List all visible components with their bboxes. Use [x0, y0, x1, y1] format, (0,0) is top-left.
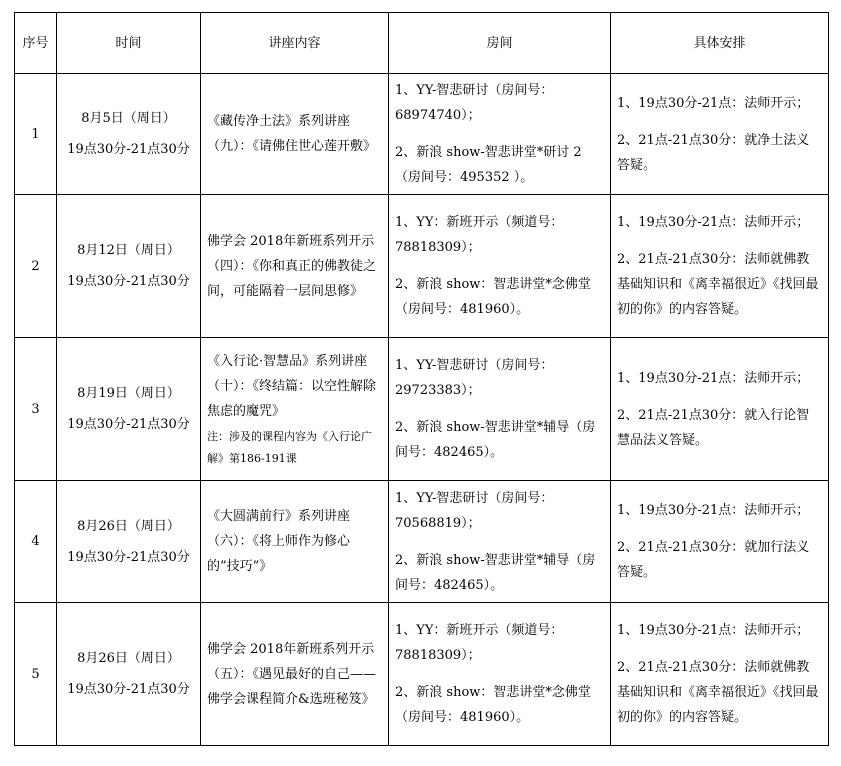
- row-room-yy: 1、YY-智悲研讨（房间号：29723383）；: [395, 358, 554, 398]
- row-date: 8月5日（周日）: [81, 111, 176, 126]
- row-room: [389, 195, 611, 338]
- lecture-schedule-table: [14, 12, 829, 746]
- row-time: [57, 481, 201, 603]
- row-time-range: 19点30分-21点30分: [67, 682, 190, 697]
- row-content: [201, 338, 389, 481]
- row-room-sina: 2、新浪 show-智悲讲堂*研讨 2（房间号：495352 ）。: [395, 145, 582, 185]
- row-content-title: 《藏传净土法》系列讲座（九）：《请佛住世心莲开敷》: [207, 114, 377, 154]
- row-room-sina: 2、新浪 show：智悲讲堂*念佛堂（房间号：481960）。: [395, 685, 591, 725]
- row-date: 8月26日（周日）: [77, 518, 180, 534]
- header-seq: 序号: [15, 13, 57, 74]
- row-plan-1: 1、19点30分-21点：法师开示；: [617, 503, 810, 518]
- row-plan-2: 2、21点-21点30分：就入行论智慧品法义答疑。: [617, 407, 810, 448]
- row-room-sina: 2、新浪 show-智悲讲堂*辅导（房间号：482465）。: [395, 420, 596, 460]
- table-row: [15, 195, 829, 338]
- header-content: 讲座内容: [201, 13, 389, 74]
- row-plan: [611, 74, 829, 195]
- row-time: [57, 603, 201, 746]
- row-room: [389, 74, 611, 195]
- row-content: [201, 74, 389, 195]
- row-seq: 3: [15, 338, 57, 481]
- row-room: [389, 338, 611, 481]
- row-date: 8月19日（周日）: [77, 386, 180, 401]
- row-content: [201, 195, 389, 338]
- header-room: 房间: [389, 13, 611, 74]
- row-room-sina: 2、新浪 show：智悲讲堂*念佛堂（房间号：481960）。: [395, 277, 591, 317]
- header-plan: 具体安排: [611, 13, 829, 74]
- row-date: 8月26日（周日）: [77, 651, 180, 666]
- row-content-title: 佛学会 2018年新班系列开示（五）：《遇见最好的自己——佛学会课程简介&选班秘笈》: [207, 641, 377, 707]
- row-content: [201, 603, 389, 746]
- row-plan-1: 1、19点30分-21点：法师开示；: [617, 623, 810, 638]
- row-content-note: 注：涉及的课程内容为《入行论广解》第186-191课: [207, 429, 372, 465]
- row-room-sina: 2、新浪 show-智悲讲堂*辅导（房间号：482465）。: [395, 552, 596, 593]
- row-time: [57, 338, 201, 481]
- row-room-yy: 1、YY：新班开示（频道号：78818309）；: [395, 215, 564, 255]
- row-content: [201, 481, 389, 603]
- table-row: [15, 74, 829, 195]
- row-content-title: 《入行论·智慧品》系列讲座（十）：《终结篇：以空性解除焦虑的魔咒》: [207, 353, 377, 419]
- header-row: [15, 13, 829, 74]
- row-content-title: 《大圆满前行》系列讲座（六）：《将上师作为修心的”技巧”》: [207, 509, 351, 574]
- row-plan-1: 1、19点30分-21点：法师开示；: [617, 215, 810, 230]
- row-seq: 1: [15, 74, 57, 195]
- row-room: [389, 481, 611, 603]
- row-time-range: 19点30分-21点30分: [67, 142, 190, 157]
- header-time: 时间: [57, 13, 201, 74]
- row-plan: [611, 338, 829, 481]
- row-time-range: 19点30分-21点30分: [67, 274, 190, 289]
- row-plan: [611, 195, 829, 338]
- row-seq: 5: [15, 603, 57, 746]
- row-plan: [611, 481, 829, 603]
- row-time: [57, 195, 201, 338]
- row-plan-2: 2、21点-21点30分：就加行法义答疑。: [617, 540, 810, 580]
- row-room-yy: 1、YY-智悲研讨（房间号：68974740）；: [395, 83, 554, 123]
- row-room: [389, 603, 611, 746]
- row-plan: [611, 603, 829, 746]
- row-date: 8月12日（周日）: [77, 243, 180, 258]
- table-row: [15, 338, 829, 481]
- table-row: [15, 603, 829, 746]
- row-plan-2: 2、21点-21点30分：法师就佛教基础知识和《离幸福很近》《找回最初的你》的内容答疑。: [617, 660, 819, 725]
- row-content-title: 佛学会 2018年新班系列开示（四）：《你和真正的佛教徒之间，可能隔着一层间思修》: [207, 233, 377, 299]
- row-time-range: 19点30分-21点30分: [67, 417, 190, 432]
- row-plan-2: 2、21点-21点30分：法师就佛教基础知识和《离幸福很近》《找回最初的你》的内容答疑。: [617, 252, 819, 317]
- row-plan-2: 2、21点-21点30分：就净土法义答疑。: [617, 132, 810, 173]
- row-plan-1: 1、19点30分-21点：法师开示；: [617, 95, 810, 111]
- row-seq: 2: [15, 195, 57, 338]
- row-time-range: 19点30分-21点30分: [67, 549, 190, 565]
- row-room-yy: 1、YY：新班开示（频道号：78818309）；: [395, 623, 564, 663]
- row-seq: 4: [15, 481, 57, 603]
- row-time: [57, 74, 201, 195]
- row-plan-1: 1、19点30分-21点：法师开示；: [617, 370, 810, 386]
- table-row: [15, 481, 829, 603]
- row-room-yy: 1、YY-智悲研讨（房间号：70568819）；: [395, 490, 554, 531]
